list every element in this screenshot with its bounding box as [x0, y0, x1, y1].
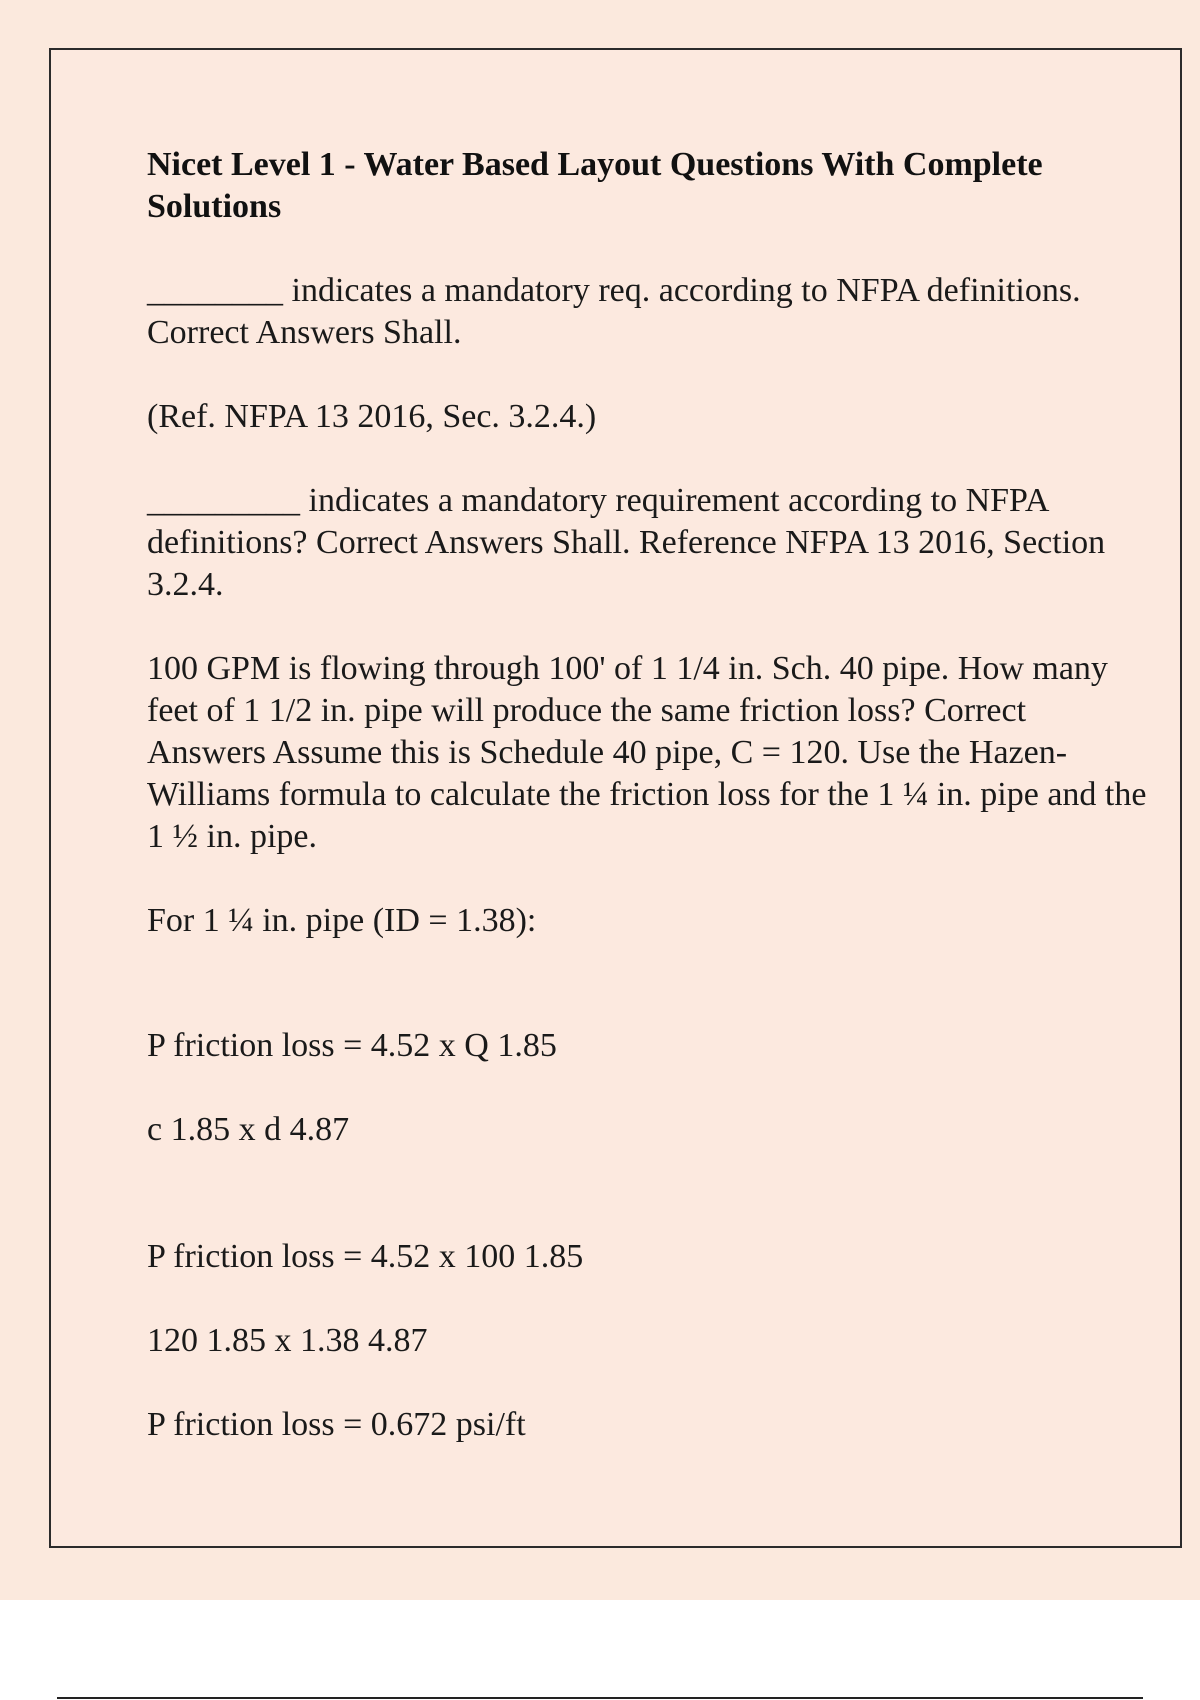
paragraph-reference: (Ref. NFPA 13 2016, Sec. 3.2.4.): [147, 398, 597, 435]
document-content: [147, 144, 1147, 1488]
formula-substituted-numerator: P friction loss = 4.52 x 100 1.85: [147, 1238, 584, 1275]
formula-substituted-denominator: 120 1.85 x 1.38 4.87: [147, 1322, 428, 1359]
document-title: Nicet Level 1 - Water Based Layout Questions With Complete Solutions: [147, 146, 1043, 225]
paragraph-gpm-question: 100 GPM is flowing through 100' of 1 1/4 in. Sch. 40 pipe. How many feet of 1 1/2 in. pipe will produce the same friction loss? Correct Answers Assume this is Schedule 40 pipe, C = 120. Use the Hazen-Williams formula to calculate the friction loss for the 1 ¼ in. pipe and the 1 ½ in. pipe.: [147, 650, 1147, 855]
paragraph-mandatory-req: ________ indicates a mandatory req. according to NFPA definitions. Correct Answers Shall.: [147, 272, 1081, 351]
document-frame: [49, 48, 1182, 1548]
formula-friction-loss-numerator: P friction loss = 4.52 x Q 1.85: [147, 1027, 557, 1064]
paragraph-pipe-id: For 1 ¼ in. pipe (ID = 1.38):: [147, 902, 537, 939]
formula-result: P friction loss = 0.672 psi/ft: [147, 1406, 526, 1443]
paragraph-mandatory-requirement: _________ indicates a mandatory requirement according to NFPA definitions? Correct Answers Shall. Reference NFPA 13 2016, Section 3.2.4.: [147, 482, 1106, 603]
formula-friction-loss-denominator: c 1.85 x d 4.87: [147, 1111, 350, 1148]
bottom-divider: [57, 1697, 1143, 1699]
